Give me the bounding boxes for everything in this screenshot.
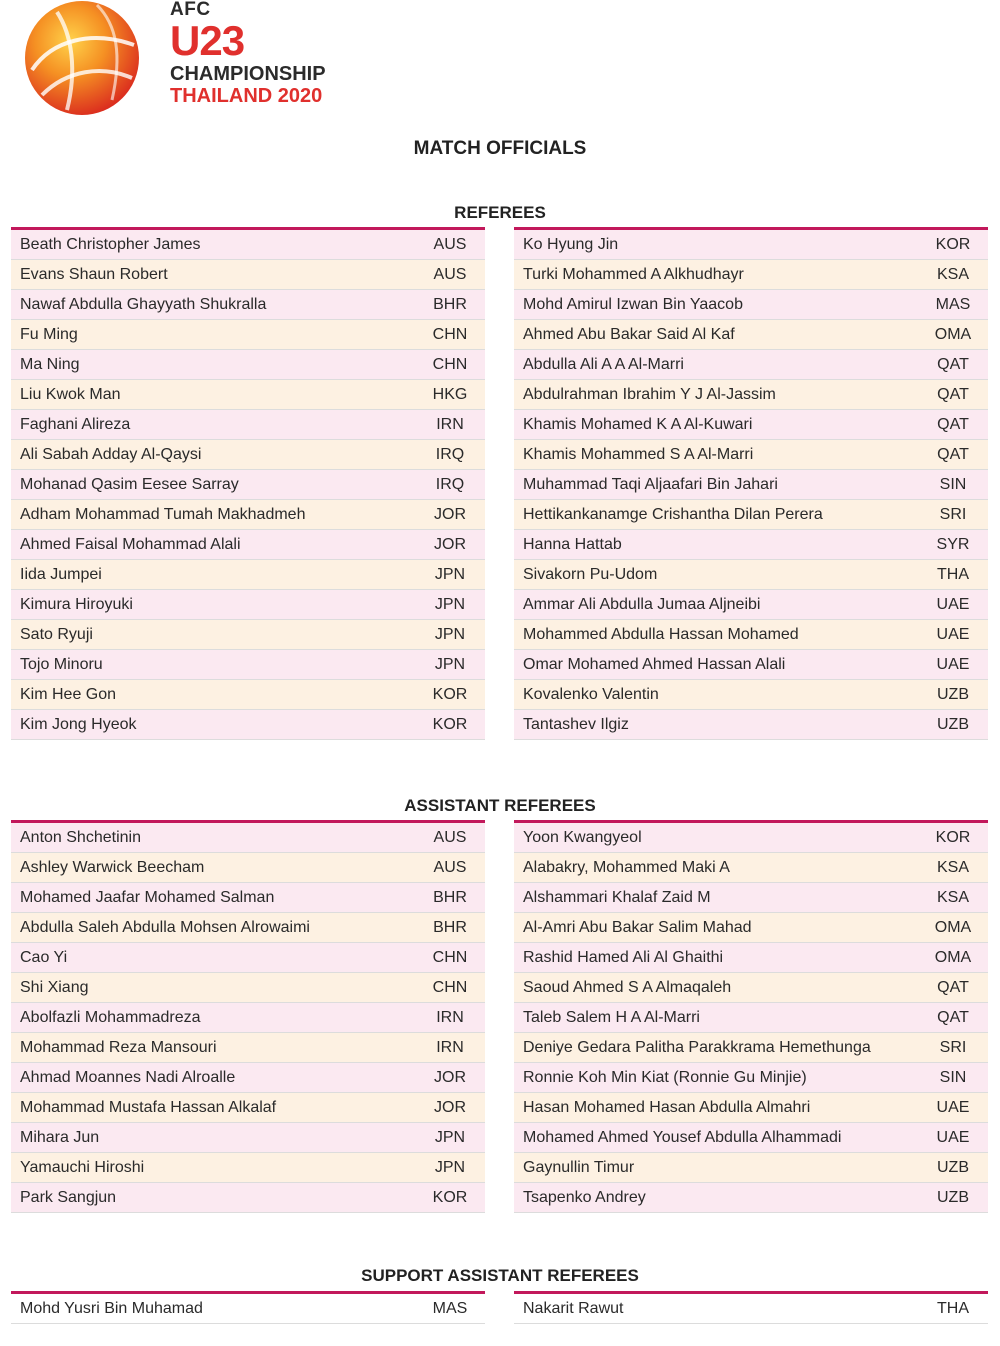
official-row	[514, 1294, 988, 1324]
official-row	[514, 350, 988, 380]
official-row	[514, 260, 988, 290]
official-country-code: JPN	[434, 565, 466, 583]
official-row	[11, 823, 485, 853]
official-name: Deniye Gedara Palitha Parakkrama Hemethunga	[523, 1038, 871, 1056]
official-row	[11, 943, 485, 973]
official-row	[514, 380, 988, 410]
official-name: Tantashev Ilgiz	[523, 715, 629, 733]
official-country-code: JOR	[434, 1068, 466, 1086]
official-row	[11, 290, 485, 320]
official-name: Ammar Ali Abdulla Jumaa Aljneibi	[523, 595, 761, 613]
official-row	[514, 320, 988, 350]
official-row	[514, 440, 988, 470]
official-row	[11, 440, 485, 470]
official-country-code: UAE	[936, 625, 970, 643]
referees-heading: REFEREES	[454, 203, 546, 222]
assistant-referees-heading: ASSISTANT REFEREES	[404, 796, 596, 815]
official-name: Hasan Mohamed Hasan Abdulla Almahri	[523, 1098, 811, 1116]
official-country-code: UAE	[936, 595, 970, 613]
tournament-logo	[22, 0, 332, 118]
official-name: Alabakry, Mohammed Maki A	[523, 858, 730, 876]
official-country-code: IRQ	[435, 445, 465, 463]
logo-championship-text: CHAMPIONSHIP	[170, 63, 326, 85]
official-country-code: THA	[937, 565, 969, 583]
official-row	[514, 1123, 988, 1153]
official-row	[514, 1003, 988, 1033]
official-country-code: KOR	[432, 715, 468, 733]
assistants-right-list	[514, 820, 988, 1213]
assistants-left-list	[11, 820, 485, 1213]
official-country-code: KSA	[936, 888, 969, 906]
support-left-list	[11, 1291, 485, 1324]
official-country-code: MAS	[935, 295, 971, 313]
referees-left-list	[11, 227, 485, 740]
official-name: Shi Xiang	[20, 978, 89, 996]
official-row	[514, 650, 988, 680]
logo-host-text: THAILAND 2020	[170, 85, 323, 107]
official-name: Yoon Kwangyeol	[523, 828, 642, 846]
official-name: Mohammed Abdulla Hassan Mohamed	[523, 625, 799, 643]
official-row	[11, 1123, 485, 1153]
official-name: Nakarit Rawut	[523, 1299, 624, 1317]
official-country-code: AUS	[433, 235, 467, 253]
official-name: Mohamed Ahmed Yousef Abdulla Alhammadi	[523, 1128, 842, 1146]
logo-u23-text: U23	[170, 17, 245, 64]
official-name: Fu Ming	[20, 325, 78, 343]
official-name: Mohanad Qasim Eesee Sarray	[20, 475, 239, 493]
official-row	[11, 380, 485, 410]
official-country-code: KOR	[935, 235, 971, 253]
official-country-code: QAT	[937, 978, 969, 996]
official-row	[514, 410, 988, 440]
official-name: Kim Jong Hyeok	[20, 715, 137, 733]
official-country-code: IRN	[436, 1038, 464, 1056]
official-country-code: CHN	[432, 325, 468, 343]
official-country-code: CHN	[432, 355, 468, 373]
official-row	[11, 560, 485, 590]
official-name: Alshammari Khalaf Zaid M	[523, 888, 711, 906]
official-country-code: AUS	[433, 858, 467, 876]
official-name: Hanna Hattab	[523, 535, 622, 553]
official-country-code: QAT	[937, 1008, 969, 1026]
official-row	[11, 500, 485, 530]
official-name: Beath Christopher James	[20, 235, 201, 253]
official-name: Abdulrahman Ibrahim Y J Al-Jassim	[523, 385, 776, 403]
official-name: Taleb Salem H A Al-Marri	[523, 1008, 700, 1026]
official-name: Ko Hyung Jin	[523, 235, 619, 253]
official-country-code: OMA	[934, 948, 972, 966]
official-country-code: SIN	[939, 475, 967, 493]
official-country-code: KSA	[936, 265, 969, 283]
official-country-code: BHR	[433, 295, 467, 313]
official-row	[514, 560, 988, 590]
official-row	[514, 1153, 988, 1183]
official-name: Ahmad Moannes Nadi Alroalle	[20, 1068, 236, 1086]
official-country-code: KOR	[432, 1188, 468, 1206]
official-country-code: QAT	[937, 445, 969, 463]
official-row	[514, 230, 988, 260]
official-row	[11, 260, 485, 290]
official-row	[11, 590, 485, 620]
official-country-code: UAE	[936, 1098, 970, 1116]
official-row	[514, 590, 988, 620]
official-name: Ronnie Koh Min Kiat (Ronnie Gu Minjie)	[523, 1068, 807, 1086]
official-country-code: SRI	[939, 505, 967, 523]
official-row	[11, 620, 485, 650]
official-name: Rashid Hamed Ali Al Ghaithi	[523, 948, 724, 966]
official-name: Abdulla Saleh Abdulla Mohsen Alrowaimi	[20, 918, 310, 936]
official-country-code: IRN	[436, 415, 464, 433]
official-row	[514, 1183, 988, 1213]
official-row	[514, 680, 988, 710]
official-country-code: JPN	[434, 1128, 466, 1146]
official-country-code: UZB	[937, 685, 969, 703]
official-country-code: JOR	[434, 1098, 466, 1116]
support-assistant-referees-heading: SUPPORT ASSISTANT REFEREES	[361, 1266, 639, 1285]
official-country-code: UZB	[937, 715, 969, 733]
official-row	[514, 710, 988, 740]
official-country-code: KOR	[432, 685, 468, 703]
official-country-code: JPN	[434, 595, 466, 613]
official-name: Omar Mohamed Ahmed Hassan Alali	[523, 655, 786, 673]
official-name: Ashley Warwick Beecham	[20, 858, 205, 876]
official-row	[514, 1063, 988, 1093]
official-name: Anton Shchetinin	[20, 828, 141, 846]
official-name: Tojo Minoru	[20, 655, 103, 673]
official-country-code: UZB	[937, 1188, 969, 1206]
official-row	[11, 710, 485, 740]
official-row	[11, 470, 485, 500]
official-row	[514, 883, 988, 913]
official-name: Mohammad Reza Mansouri	[20, 1038, 217, 1056]
official-country-code: IRQ	[435, 475, 465, 493]
official-row	[11, 320, 485, 350]
official-row	[11, 1294, 485, 1324]
official-name: Abolfazli Mohammadreza	[20, 1008, 201, 1026]
official-row	[514, 1093, 988, 1123]
official-name: Muhammad Taqi Aljaafari Bin Jahari	[523, 475, 778, 493]
official-country-code: JOR	[434, 505, 466, 523]
official-country-code: SRI	[939, 1038, 967, 1056]
official-country-code: AUS	[433, 828, 467, 846]
official-name: Al-Amri Abu Bakar Salim Mahad	[523, 918, 752, 936]
official-name: Gaynullin Timur	[523, 1158, 635, 1176]
official-country-code: CHN	[432, 948, 468, 966]
official-row	[11, 230, 485, 260]
official-name: Mohd Amirul Izwan Bin Yaacob	[523, 295, 743, 313]
official-country-code: BHR	[433, 918, 467, 936]
official-name: Sivakorn Pu-Udom	[523, 565, 658, 583]
official-row	[11, 1093, 485, 1123]
official-name: Mohamed Jaafar Mohamed Salman	[20, 888, 275, 906]
official-country-code: JPN	[434, 625, 466, 643]
official-name: Ali Sabah Adday Al-Qaysi	[20, 445, 202, 463]
official-name: Ma Ning	[20, 355, 80, 373]
official-row	[11, 350, 485, 380]
official-country-code: SYR	[936, 535, 970, 553]
official-name: Yamauchi Hiroshi	[20, 1158, 145, 1176]
official-row	[514, 620, 988, 650]
official-name: Cao Yi	[20, 948, 68, 966]
official-row	[11, 913, 485, 943]
official-row	[514, 853, 988, 883]
official-row	[514, 470, 988, 500]
ball-emblem-icon	[22, 0, 142, 118]
official-row	[11, 650, 485, 680]
official-name: Park Sangjun	[20, 1188, 117, 1206]
official-country-code: UZB	[937, 1158, 969, 1176]
official-country-code: KOR	[935, 828, 971, 846]
official-country-code: THA	[937, 1299, 969, 1317]
official-row	[514, 973, 988, 1003]
official-name: Abdulla Ali A A Al-Marri	[523, 355, 684, 373]
official-country-code: BHR	[433, 888, 467, 906]
official-name: Mohd Yusri Bin Muhamad	[20, 1299, 203, 1317]
official-name: Tsapenko Andrey	[523, 1188, 646, 1206]
official-country-code: UAE	[936, 1128, 970, 1146]
official-country-code: SIN	[939, 1068, 967, 1086]
official-country-code: AUS	[433, 265, 467, 283]
official-row	[11, 410, 485, 440]
official-row	[514, 943, 988, 973]
official-name: Mihara Jun	[20, 1128, 100, 1146]
official-row	[514, 1033, 988, 1063]
official-row	[11, 1033, 485, 1063]
official-name: Mohammad Mustafa Hassan Alkalaf	[20, 1098, 277, 1116]
official-name: Adham Mohammad Tumah Makhadmeh	[20, 505, 306, 523]
official-name: Kimura Hiroyuki	[20, 595, 133, 613]
official-country-code: JPN	[434, 655, 466, 673]
official-name: Saoud Ahmed S A Almaqaleh	[523, 978, 732, 996]
official-name: Sato Ryuji	[20, 625, 93, 643]
referees-right-list	[514, 227, 988, 740]
official-row	[11, 883, 485, 913]
official-row	[514, 500, 988, 530]
official-country-code: CHN	[432, 978, 468, 996]
official-country-code: HKG	[432, 385, 468, 403]
official-name: Ahmed Faisal Mohammad Alali	[20, 535, 241, 553]
official-name: Kim Hee Gon	[20, 685, 117, 703]
official-name: Liu Kwok Man	[20, 385, 121, 403]
official-country-code: JPN	[434, 1158, 466, 1176]
official-name: Iida Jumpei	[20, 565, 102, 583]
support-right-list	[514, 1291, 988, 1324]
official-row	[11, 680, 485, 710]
official-country-code: UAE	[936, 655, 970, 673]
official-row	[11, 530, 485, 560]
official-name: Nawaf Abdulla Ghayyath Shukralla	[20, 295, 267, 313]
official-name: Turki Mohammed A Alkhudhayr	[523, 265, 744, 283]
official-name: Ahmed Abu Bakar Said Al Kaf	[523, 325, 735, 343]
official-name: Faghani Alireza	[20, 415, 131, 433]
official-row	[514, 913, 988, 943]
official-country-code: QAT	[937, 415, 969, 433]
official-row	[11, 973, 485, 1003]
logo-afc-text: AFC	[170, 0, 211, 20]
official-country-code: OMA	[934, 325, 972, 343]
official-country-code: MAS	[432, 1299, 468, 1317]
official-name: Kovalenko Valentin	[523, 685, 659, 703]
official-row	[11, 1003, 485, 1033]
official-row	[514, 290, 988, 320]
official-row	[11, 853, 485, 883]
official-name: Evans Shaun Robert	[20, 265, 168, 283]
official-country-code: IRN	[436, 1008, 464, 1026]
official-name: Khamis Mohamed K A Al-Kuwari	[523, 415, 753, 433]
page-title: MATCH OFFICIALS	[413, 138, 587, 159]
official-row	[11, 1063, 485, 1093]
official-name: Hettikankanamge Crishantha Dilan Perera	[523, 505, 823, 523]
official-row	[11, 1183, 485, 1213]
official-row	[11, 1153, 485, 1183]
official-country-code: OMA	[934, 918, 972, 936]
official-country-code: QAT	[937, 385, 969, 403]
official-name: Khamis Mohammed S A Al-Marri	[523, 445, 754, 463]
official-row	[514, 823, 988, 853]
official-country-code: JOR	[434, 535, 466, 553]
official-country-code: QAT	[937, 355, 969, 373]
official-country-code: KSA	[936, 858, 969, 876]
official-row	[514, 530, 988, 560]
